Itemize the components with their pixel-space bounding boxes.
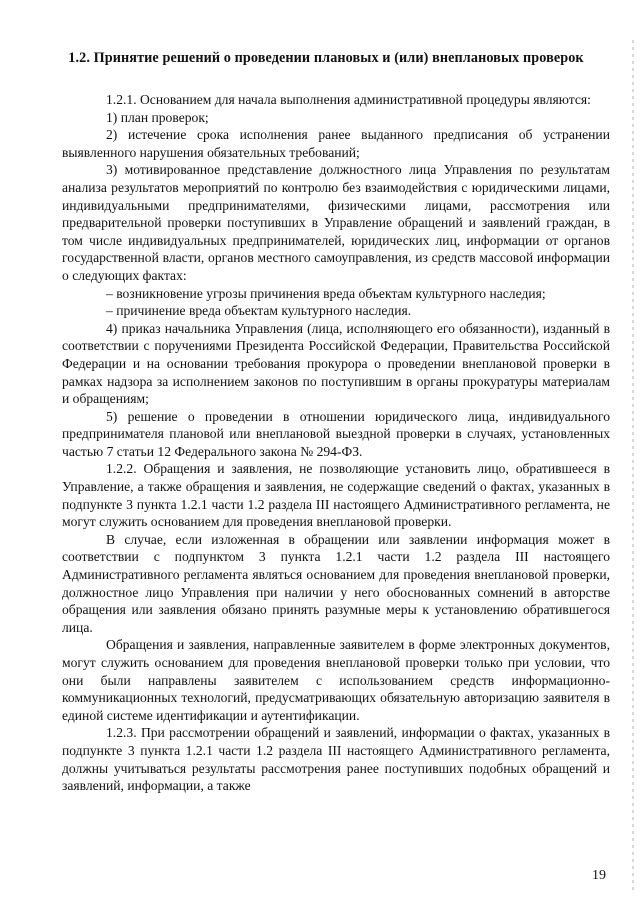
dash-item-2: – причинение вреда объектам культурного наследия. <box>106 303 412 319</box>
list-item-4: 4) приказ начальника Управления (лица, исполняющего его обязанности), изданный в соответствии с поручениями Президента Российской Федерации, Правительства Российской Федерации и на основании требования прокурора о проведении внеплановой проверки в рамках надзора за исполнением законов по поступившим в органы прокуратуры материалам и обращениям; <box>62 320 610 407</box>
paragraph-doubt: В случае, если изложенная в обращении или заявлении информация может в соответствии с подпунктом 3 пункта 1.2.1 части 1.2 раздела III настоящего Административного регламента являться основанием для проведения внеплановой проверки, должностное лицо Управления при наличии у него обоснованных сомнений в авторстве обращения или заявления обязано принять разумные меры к установлению обратившегося лица. <box>62 531 610 635</box>
scan-edge-artifact <box>632 40 634 890</box>
page-number: 19 <box>592 868 606 883</box>
section-heading: 1.2. Принятие решений о проведении плановых и (или) внеплановых проверок <box>68 50 584 66</box>
paragraph-1-2-3: 1.2.3. При рассмотрении обращений и заявлений, информации о фактах, указанных в подпункте 3 пункта 1.2.1 части 1.2 раздела III настоящего Административного регламента, должны учитываться результаты рассмотрения ранее поступивших подобных обращений и заявлений, информации, а также <box>62 725 610 794</box>
list-item-1: 1) план проверок; <box>106 109 209 125</box>
document-body <box>62 84 610 795</box>
list-item-3: 3) мотивированное представление должностного лица Управления по результатам анализа результатов мероприятий по контролю без взаимодействия с юридическими лицами, индивидуальными предпринимателями, физическими лицами, рассмотрения или предварительной проверки поступивших в Управление обращений и заявлений граждан, в том числе индивидуальных предпринимателей, юридических лиц, информации от органов государственной власти, органов местного самоуправления, из средств массовой информации о следующих фактах: <box>62 162 610 283</box>
dash-item-1: – возникновение угрозы причинения вреда объектам культурного наследия; <box>106 285 546 301</box>
paragraph-electronic: Обращения и заявления, направленные заявителем в форме электронных документов, могут служить основанием для проведения внеплановой проверки только при условии, что они были направлены заявителем с использованием средств информационно-коммуникационных технологий, предусматривающих обязательную авторизацию заявителя в единой системе идентификации и аутентификации. <box>62 637 610 723</box>
paragraph-1-2-2: 1.2.2. Обращения и заявления, не позволяющие установить лицо, обратившееся в Управление, а также обращения и заявления, не содержащие сведений о фактах, указанных в подпункте 3 пункта 1.2.1 части 1.2 раздела III настоящего Административного регламента, не могут служить основанием для проведения внеплановой проверки. <box>62 461 610 530</box>
paragraph-1-2-1: 1.2.1. Основанием для начала выполнения административной процедуры являются: <box>106 92 591 107</box>
list-item-2: 2) истечение срока исполнения ранее выданного предписания об устранении выявленного нарушения обязательных требований; <box>62 127 610 160</box>
list-item-5: 5) решение о проведении в отношении юридического лица, индивидуального предпринимателя плановой или внеплановой выездной проверки в случаях, установленных частью 7 статьи 12 Федерального закона № 294-ФЗ. <box>62 408 610 459</box>
